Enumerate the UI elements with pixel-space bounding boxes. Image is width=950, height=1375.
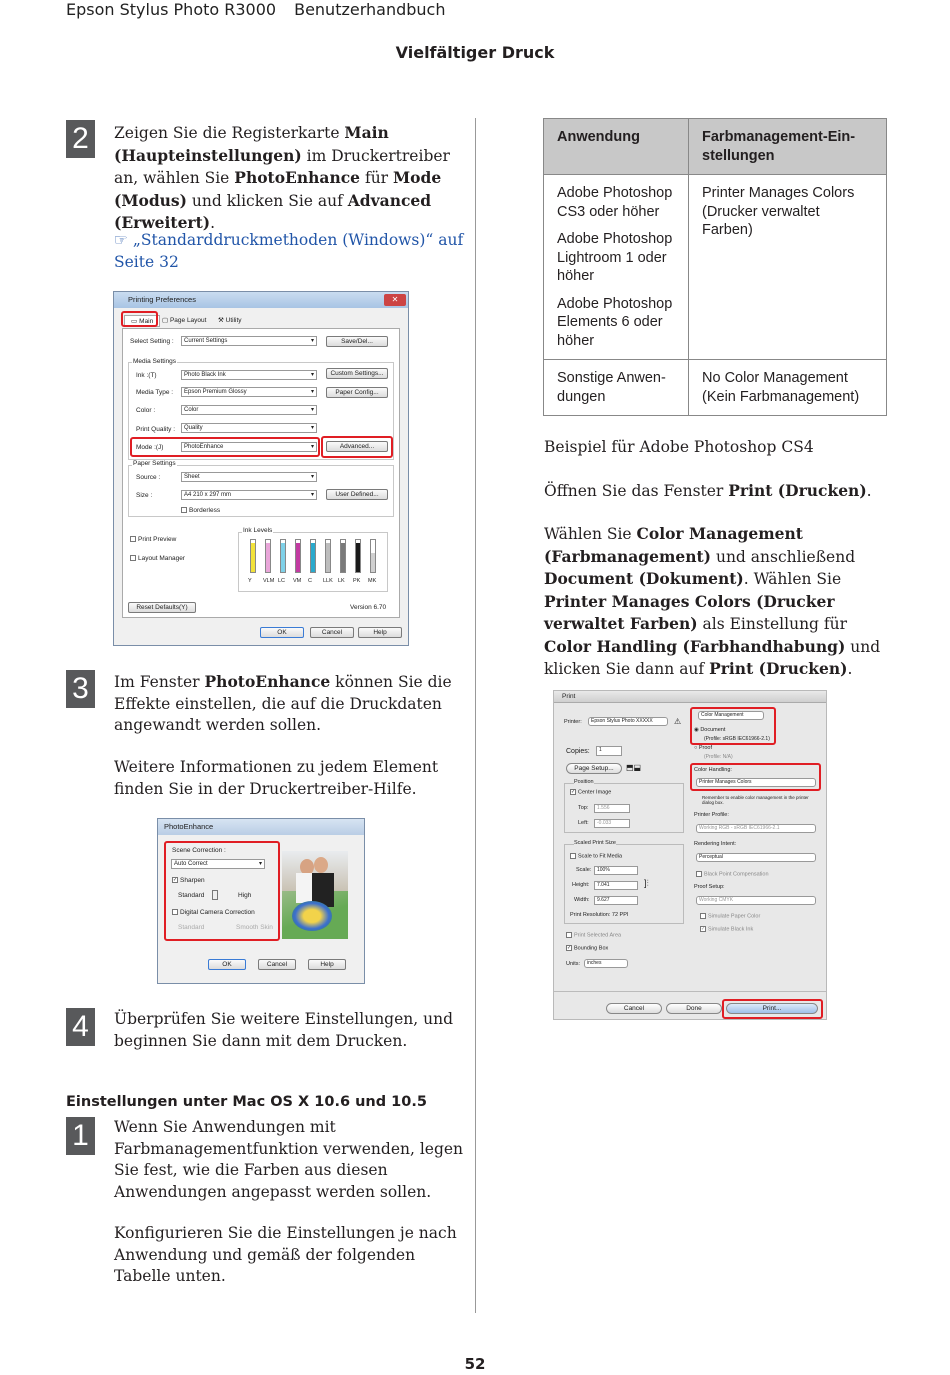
table-row bbox=[544, 175, 887, 360]
mac-print-dialog-screenshot bbox=[553, 690, 827, 1020]
ink-level-bar bbox=[340, 539, 346, 573]
color-handling-label: Color Handling: bbox=[694, 767, 732, 773]
skin-standard-label: Standard bbox=[178, 924, 205, 931]
tab-page-layout[interactable]: ▢ Page Layout bbox=[162, 317, 207, 324]
ink-levels-label: Ink Levels bbox=[243, 527, 273, 534]
source-label: Source : bbox=[136, 474, 161, 481]
ink-level-bar bbox=[370, 539, 376, 573]
divider bbox=[554, 991, 826, 992]
center-image-checkbox[interactable]: ✓ Center Image bbox=[571, 789, 612, 796]
remember-note: Remember to enable color management in the printer dialog box. bbox=[702, 795, 809, 805]
position-label: Position bbox=[574, 779, 594, 785]
print-preview-checkbox[interactable]: Print Preview bbox=[130, 536, 176, 543]
pointing-hand-icon: ☞ bbox=[114, 231, 128, 249]
select-settings-text: Wählen Sie Color Management (Farbmanagement) und anschließend Document (Dokument). Wählen Sie Printer Manages Colors (Drucker verwaltet Farben) als Einstellung für Color Handling (Farbhandhabung) und klicken Sie dann auf Print (Drucken). bbox=[544, 524, 881, 678]
borderless-checkbox[interactable]: Borderless bbox=[181, 507, 220, 514]
orientation-icons[interactable]: ⬒⬓ bbox=[626, 763, 642, 772]
printer-profile-label: Printer Profile: bbox=[694, 812, 729, 818]
link-scale-icon[interactable]: ]⫶ bbox=[644, 878, 649, 888]
reset-defaults-button[interactable]: Reset Defaults(Y) bbox=[128, 602, 196, 613]
custom-settings-button[interactable]: Custom Settings... bbox=[326, 368, 388, 379]
ink-level-label: LK bbox=[338, 578, 345, 584]
step-number: 1 bbox=[66, 1117, 95, 1155]
page-number: 52 bbox=[464, 1355, 486, 1373]
ink-level-label: PK bbox=[353, 578, 361, 584]
print-quality-label: Print Quality : bbox=[136, 426, 176, 433]
table-cell: No Color Management (Kein Farbmanagement) bbox=[689, 360, 887, 416]
tab-main[interactable]: ▭ Main bbox=[124, 315, 160, 327]
scale-field[interactable]: 100% bbox=[594, 866, 638, 875]
table-cell: Printer Manages Colors (Drucker verwaltet Farben) bbox=[689, 175, 887, 360]
ink-level-bar bbox=[280, 539, 286, 573]
help-button[interactable]: Help bbox=[358, 627, 402, 638]
ink-level-label: VLM bbox=[263, 578, 275, 584]
close-icon[interactable]: ✕ bbox=[384, 294, 406, 306]
app-name: Adobe Photoshop CS3 oder höher bbox=[557, 185, 673, 220]
scale-to-fit-checkbox[interactable]: Scale to Fit Media bbox=[570, 853, 622, 859]
scene-correction-label: Scene Correction : bbox=[172, 847, 226, 854]
window-title: Printing Preferences bbox=[128, 295, 196, 304]
document-radio[interactable]: ◉ Document bbox=[694, 727, 726, 733]
ink-level-label: Y bbox=[248, 578, 252, 584]
print-resolution-text: Print Resolution: 72 PPI bbox=[570, 912, 629, 918]
black-point-checkbox[interactable]: Black Point Compensation bbox=[696, 871, 769, 877]
photoenhance-title: PhotoEnhance bbox=[158, 819, 364, 835]
printer-icon: ▭ bbox=[131, 318, 138, 325]
printer-label: Printer: bbox=[564, 719, 582, 725]
ink-level-label: C bbox=[308, 578, 312, 584]
open-window-text: Öffnen Sie das Fenster Print (Drucken). bbox=[544, 481, 872, 500]
ink-level-label: MK bbox=[368, 578, 377, 584]
mac-os-heading: Einstellungen unter Mac OS X 10.6 und 10.5 bbox=[66, 1094, 427, 1110]
smooth-skin-label: Smooth Skin bbox=[236, 924, 273, 931]
height-field[interactable]: 7.041 bbox=[594, 881, 638, 890]
proof-setup-label: Proof Setup: bbox=[694, 884, 725, 890]
running-header bbox=[66, 0, 445, 19]
mac-dialog-title: Print bbox=[554, 691, 826, 703]
sample-photo bbox=[282, 851, 348, 939]
simulate-black-checkbox[interactable]: ✓ Simulate Black Ink bbox=[701, 926, 754, 933]
step-number: 4 bbox=[66, 1008, 95, 1046]
document-profile-text: (Profile: sRGB IEC61966-2.1) bbox=[704, 736, 770, 742]
digital-camera-checkbox[interactable]: Digital Camera Correction bbox=[172, 909, 255, 916]
tab-utility[interactable]: ⚒ Utility bbox=[218, 317, 242, 324]
app-name: Adobe Photoshop Elements 6 oder höher bbox=[557, 295, 673, 349]
rendering-intent-label: Rendering Intent: bbox=[694, 841, 737, 847]
scale-label: Scale: bbox=[576, 867, 592, 873]
step-2-text: Zeigen Sie die Registerkarte Main (Haupteinstellungen) im Druckertreiber an, wählen Sie PhotoEnhance für Mode (Modus) und klicken Sie auf Advanced (Erweitert). bbox=[114, 123, 450, 232]
cancel-button[interactable]: Cancel bbox=[606, 1003, 662, 1014]
print-selected-area-checkbox[interactable]: Print Selected Area bbox=[566, 932, 621, 938]
print-quality-dropdown[interactable]: Quality ▾ bbox=[181, 423, 317, 433]
proof-radio[interactable]: ○ Proof bbox=[694, 745, 713, 751]
step-number: 3 bbox=[66, 670, 95, 708]
user-defined-button[interactable]: User Defined... bbox=[326, 489, 388, 500]
printing-preferences-screenshot bbox=[113, 291, 409, 646]
version-text: Version 6.70 bbox=[350, 604, 387, 611]
highlight-main-tab bbox=[121, 311, 158, 327]
left-field[interactable]: -0.033 bbox=[594, 819, 630, 828]
left-label: Left: bbox=[578, 820, 589, 826]
ink-dropdown[interactable]: Photo Black Ink ▾ bbox=[181, 370, 317, 380]
ink-level-bar bbox=[250, 539, 256, 573]
table-cell bbox=[544, 175, 689, 360]
media-settings-label: Media Settings bbox=[133, 358, 176, 365]
paper-settings-label: Paper Settings bbox=[133, 460, 176, 467]
highlight-color-management bbox=[690, 707, 776, 745]
window-title-bar bbox=[114, 292, 408, 308]
cancel-button[interactable]: Cancel bbox=[258, 959, 296, 970]
ink-label: Ink :(T) bbox=[136, 372, 157, 379]
highlight-color-handling bbox=[690, 763, 821, 791]
color-dropdown[interactable]: Color ▾ bbox=[181, 405, 317, 415]
column-divider bbox=[475, 118, 476, 1313]
bounding-box-checkbox[interactable]: ✓ Bounding Box bbox=[567, 945, 609, 952]
ink-level-bar bbox=[325, 539, 331, 573]
source-dropdown[interactable]: Sheet ▾ bbox=[181, 472, 317, 482]
color-management-table bbox=[543, 118, 887, 416]
media-type-dropdown[interactable]: Epson Premium Glossy ▾ bbox=[181, 387, 317, 397]
proof-profile-text: (Profile: N/A) bbox=[704, 754, 733, 760]
table-row bbox=[544, 360, 887, 416]
page-setup-button[interactable]: Page Setup... bbox=[566, 763, 622, 774]
highlight-print-button bbox=[722, 999, 823, 1019]
section-title: Vielfältiger Druck bbox=[395, 43, 555, 62]
copies-label: Copies: bbox=[566, 748, 590, 755]
table-cell: Sonstige Anwen-dungen bbox=[544, 360, 689, 416]
select-setting-label: Select Setting : bbox=[130, 338, 174, 345]
mode-label: Mode :(J) bbox=[136, 444, 164, 451]
ok-button[interactable]: OK bbox=[208, 959, 246, 970]
table-header-cell: Anwendung bbox=[544, 119, 689, 175]
copies-field[interactable]: 1 bbox=[596, 746, 622, 756]
simulate-paper-checkbox[interactable]: Simulate Paper Color bbox=[700, 913, 760, 919]
table-header-row bbox=[544, 119, 887, 175]
sharpen-standard-label: Standard bbox=[178, 892, 205, 899]
height-label: Height: bbox=[572, 882, 590, 888]
step-3-text: Im Fenster PhotoEnhance können Sie die Effekte einstellen, die auf die Druckdaten angewandt werden sollen. bbox=[114, 672, 452, 734]
product-name: Epson Stylus Photo R3000 bbox=[66, 0, 277, 19]
width-label: Width: bbox=[574, 897, 590, 903]
cancel-button[interactable]: Cancel bbox=[310, 627, 354, 638]
top-label: Top: bbox=[578, 805, 589, 811]
cross-reference-link[interactable]: ☞ „Standarddruckmethoden (Windows)“ auf Seite 32 bbox=[114, 231, 464, 271]
step-3-note: Weitere Informationen zu jedem Element finden Sie in der Druckertreiber-Hilfe. bbox=[114, 758, 439, 798]
advanced-button[interactable]: Advanced... bbox=[326, 441, 388, 452]
select-setting-dropdown[interactable]: Current Settings ▾ bbox=[181, 336, 317, 346]
units-label: Units: bbox=[566, 961, 581, 967]
ok-button[interactable]: OK bbox=[260, 627, 304, 638]
table-header-cell: Farbmanagement-Ein-stellungen bbox=[689, 119, 887, 175]
slider-handle[interactable] bbox=[212, 890, 218, 900]
rendering-intent-popup[interactable]: Perceptual bbox=[696, 853, 816, 862]
ink-level-label: VM bbox=[293, 578, 302, 584]
layout-manager-checkbox[interactable]: Layout Manager bbox=[130, 555, 185, 562]
step-4-text: Überprüfen Sie weitere Einstellungen, und beginnen Sie dann mit dem Drucken. bbox=[114, 1010, 453, 1050]
step-1-note: Konfigurieren Sie die Einstellungen je nach Anwendung und gemäß der folgenden Tabelle unten. bbox=[114, 1224, 457, 1285]
ink-level-label: LC bbox=[278, 578, 286, 584]
size-label: Size : bbox=[136, 492, 153, 499]
ink-level-bar bbox=[295, 539, 301, 573]
print-button[interactable]: Print... bbox=[726, 1003, 818, 1014]
color-handling-popup[interactable]: Printer Manages Colors bbox=[696, 778, 816, 787]
app-name: Adobe Photoshop Lightroom 1 oder höher bbox=[557, 231, 673, 284]
color-management-popup[interactable]: Color Management bbox=[698, 711, 764, 720]
step-number: 2 bbox=[66, 120, 95, 158]
manual-name: Benutzerhandbuch bbox=[294, 0, 446, 19]
highlight-mode bbox=[130, 437, 320, 457]
units-popup[interactable]: inches bbox=[584, 959, 628, 968]
highlight-advanced bbox=[321, 436, 393, 458]
done-button[interactable]: Done bbox=[666, 1003, 722, 1014]
printer-popup[interactable]: Epson Stylus Photo XXXXX bbox=[588, 717, 668, 726]
size-dropdown[interactable]: A4 210 x 297 mm ▾ bbox=[181, 490, 317, 500]
top-field[interactable]: 1.556 bbox=[594, 804, 630, 813]
save-del-button[interactable]: Save/Del... bbox=[326, 336, 388, 347]
ink-level-bar bbox=[355, 539, 361, 573]
proof-setup-popup[interactable]: Working CMYK bbox=[696, 896, 816, 905]
scene-correction-dropdown[interactable]: Auto Correct ▾ bbox=[171, 859, 265, 869]
ink-level-bar bbox=[265, 539, 271, 573]
media-type-label: Media Type : bbox=[136, 389, 174, 396]
ink-level-label: LLK bbox=[323, 578, 333, 584]
width-field[interactable]: 9.627 bbox=[594, 896, 638, 905]
printer-profile-popup[interactable]: Working RGB - sRGB IEC61966-2.1 bbox=[696, 824, 816, 833]
color-label: Color : bbox=[136, 407, 156, 414]
scaled-print-size-label: Scaled Print Size bbox=[574, 840, 616, 846]
help-button[interactable]: Help bbox=[308, 959, 346, 970]
ink-level-bar bbox=[310, 539, 316, 573]
photoenhance-screenshot bbox=[157, 818, 365, 984]
printer-status-icon: ⚠ bbox=[674, 717, 682, 726]
example-caption: Beispiel für Adobe Photoshop CS4 bbox=[544, 438, 814, 456]
sharpen-checkbox[interactable]: ✓ Sharpen bbox=[173, 877, 205, 884]
sharpen-high-label: High bbox=[238, 892, 252, 899]
paper-config-button[interactable]: Paper Config... bbox=[326, 387, 388, 398]
step-1-text: Wenn Sie Anwendungen mit Farbmanagementfunktion verwenden, legen Sie fest, wie die Farben aus diesen Anwendungen angepasst werden sollen. bbox=[114, 1118, 464, 1201]
mode-dropdown[interactable]: PhotoEnhance ▾ bbox=[181, 442, 317, 452]
